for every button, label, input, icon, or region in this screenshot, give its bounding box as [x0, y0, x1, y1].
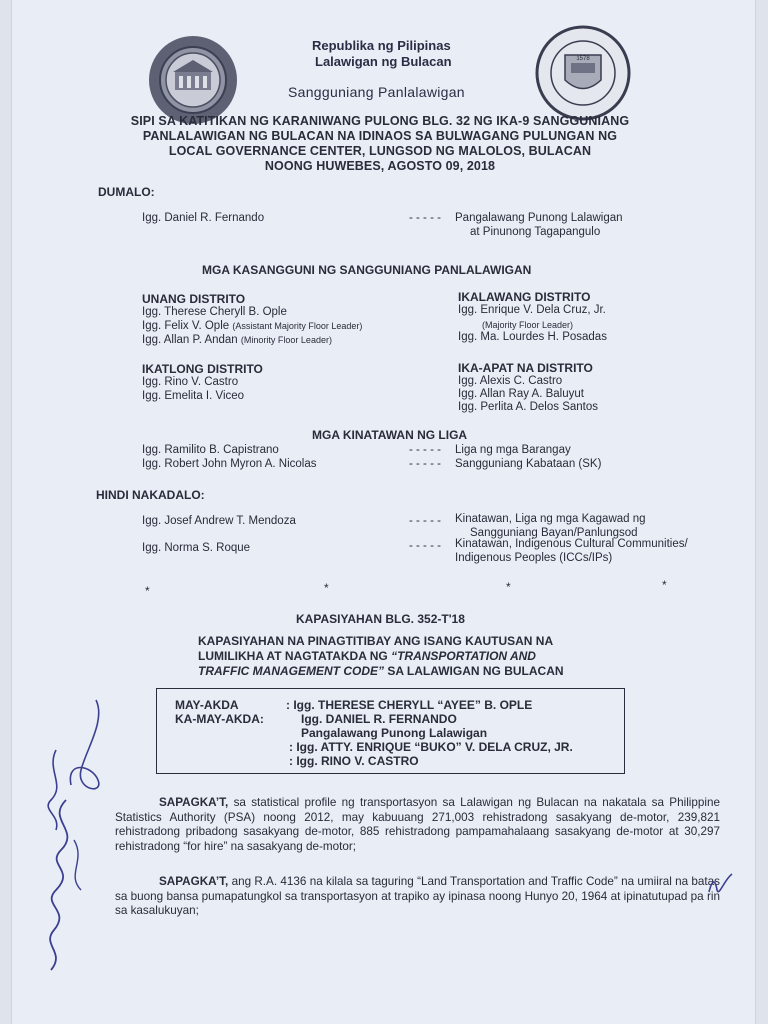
district-2-member-1-note: (Majority Floor Leader) — [482, 320, 574, 330]
liga-role-1: Liga ng mga Barangay — [455, 444, 571, 456]
title-line-2: PANLALAWIGAN NG BULACAN NA IDINAOS SA BULWAGANG PULUNGAN NG — [142, 129, 618, 143]
whereas-paragraph-1 — [115, 796, 720, 854]
absent-role-2a: Kinatawan, Indigenous Cultural Communities/ — [455, 538, 688, 550]
present-heading: DUMALO: — [98, 185, 155, 199]
absent-role-1b: Sangguniang Bayan/Panlungsod — [470, 527, 638, 539]
coauthor-3: : Igg. RINO V. CASTRO — [289, 754, 419, 768]
sangguniang-seal-icon — [147, 34, 239, 126]
resolution-line-2a: LUMILIKHA AT NAGTATAKDA NG — [198, 649, 392, 663]
district-4-member-3: Igg. Perlita A. Delos Santos — [458, 401, 598, 413]
member-note: (Assistant Majority Floor Leader) — [232, 321, 363, 331]
province-official-seal-icon — [535, 25, 631, 121]
separator-star: * — [506, 580, 511, 594]
paragraph-text: sa statistical profile ng transportasyon sa Lalawigan ng Bulacan na nakatala sa Philippine Statistics Authority (PSA) noong 2012, may kabuuang 271,003 rehistradong sasakyang de-motor, 239,821 rehistradong pribadong sasakyang de-motor, 885 rehistradong pampamahalaang sasakyang de-motor at 30,297 rehistradong “for hire” na sasakyang de-motor; — [115, 796, 720, 853]
handwritten-signature — [26, 690, 116, 990]
province-name: Lalawigan ng Bulacan — [315, 54, 452, 69]
document-page — [12, 0, 755, 1024]
title-line-4: NOONG HUWEBES, AGOSTO 09, 2018 — [264, 159, 496, 173]
district-3-member-1: Igg. Rino V. Castro — [142, 376, 239, 388]
liga-name-1: Igg. Ramilito B. Capistrano — [142, 444, 279, 456]
present-name: Igg. Daniel R. Fernando — [142, 212, 265, 224]
district-2-member-1: Igg. Enrique V. Dela Cruz, Jr. — [458, 304, 606, 316]
title-line-1: SIPI SA KATITIKAN NG KARANIWANG PULONG BLG. 32 NG IKA-9 SANGGUNIANG — [130, 114, 630, 128]
coauthor-label: KA-MAY-AKDA: — [175, 712, 264, 726]
resolution-line-1: KAPASIYAHAN NA PINAGTITIBAY ANG ISANG KAUTUSAN NA — [198, 634, 554, 648]
resolution-number: KAPASIYAHAN BLG. 352-T'18 — [296, 612, 465, 626]
district-1-member-2 — [142, 320, 362, 332]
absent-dash-2: - - - - - — [409, 540, 441, 552]
separator-star: * — [145, 584, 150, 598]
paragraph-text: ang R.A. 4136 na kilala sa taguring “Land Transportation and Traffic Code” na umiiral na batas sa buong bansa pumapatungkol sa transportasyon at trapiko ay ipinasa noong Hunyo 20, 1964 at ipinatutupad pa rin sa kasalukuyan; — [115, 875, 720, 917]
liga-dash-1: - - - - - — [409, 444, 441, 456]
absent-role-2b: Indigenous Peoples (ICCs/IPs) — [455, 552, 613, 564]
coauthor-1-role: Pangalawang Punong Lalawigan — [301, 726, 488, 740]
liga-name-2: Igg. Robert John Myron A. Nicolas — [142, 458, 317, 470]
handwritten-mark — [706, 870, 736, 900]
svg-text:1578: 1578 — [576, 56, 590, 62]
member-name: Igg. Felix V. Ople — [142, 320, 230, 332]
separator-star: * — [662, 578, 667, 592]
whereas-paragraph-2 — [115, 875, 720, 919]
district-1-member-3 — [142, 334, 332, 346]
paragraph-lead: SAPAGKA’T, — [159, 875, 229, 888]
document-title — [100, 114, 660, 174]
district-3-title: IKATLONG DISTRITO — [142, 362, 263, 376]
absent-name-1: Igg. Josef Andrew T. Mendoza — [142, 515, 296, 527]
title-line-3: LOCAL GOVERNANCE CENTER, LUNGSOD NG MALOLOS, BULACAN — [168, 144, 592, 158]
member-name: Igg. Allan P. Andan — [142, 334, 238, 346]
author-name: : Igg. THERESE CHERYLL “AYEE” B. OPLE — [286, 698, 533, 712]
district-2-title: IKALAWANG DISTRITO — [458, 290, 591, 304]
country-name: Republika ng Pilipinas — [312, 38, 451, 53]
district-3-member-2: Igg. Emelita I. Viceo — [142, 390, 245, 402]
resolution-line-2 — [198, 649, 564, 664]
separator-star: * — [324, 581, 329, 595]
resolution-line-3b: SA LALAWIGAN NG BULACAN — [384, 664, 564, 678]
coauthor-2: : Igg. ATTY. ENRIQUE “BUKO” V. DELA CRUZ, JR. — [289, 740, 573, 754]
present-dash: - - - - - — [409, 212, 441, 224]
liga-dash-2: - - - - - — [409, 458, 441, 470]
members-heading: MGA KASANGGUNI NG SANGGUNIANG PANLALAWIGAN — [202, 263, 532, 277]
resolution-title — [198, 634, 564, 679]
coauthor-1: Igg. DANIEL R. FERNANDO — [301, 712, 457, 726]
member-note: (Minority Floor Leader) — [240, 335, 332, 345]
district-4-title: IKA-APAT NA DISTRITO — [458, 361, 593, 375]
liga-role-2: Sangguniang Kabataan (SK) — [455, 458, 602, 470]
district-4-member-2: Igg. Allan Ray A. Baluyut — [458, 388, 584, 400]
absent-heading: HINDI NAKADALO: — [96, 488, 205, 502]
liga-heading: MGA KINATAWAN NG LIGA — [312, 428, 468, 442]
district-1-member-1: Igg. Therese Cheryll B. Ople — [142, 306, 287, 318]
body-name: Sangguniang Panlalawigan — [288, 84, 465, 100]
district-2-member-2: Igg. Ma. Lourdes H. Posadas — [458, 331, 607, 343]
absent-name-2: Igg. Norma S. Roque — [142, 542, 251, 554]
absent-dash-1: - - - - - — [409, 515, 441, 527]
resolution-line-2b: “TRANSPORTATION AND — [391, 649, 536, 663]
present-role-2: at Pinunong Tagapangulo — [470, 226, 601, 238]
absent-role-1a: Kinatawan, Liga ng mga Kagawad ng — [455, 513, 646, 525]
resolution-line-3a: TRAFFIC MANAGEMENT CODE” — [198, 664, 384, 678]
present-role-1: Pangalawang Punong Lalawigan — [455, 212, 623, 224]
district-1-title: UNANG DISTRITO — [142, 292, 246, 306]
author-label: MAY-AKDA — [175, 698, 239, 712]
resolution-line-3 — [198, 664, 564, 679]
paragraph-lead: SAPAGKA’T, — [159, 796, 229, 809]
district-4-member-1: Igg. Alexis C. Castro — [458, 375, 563, 387]
